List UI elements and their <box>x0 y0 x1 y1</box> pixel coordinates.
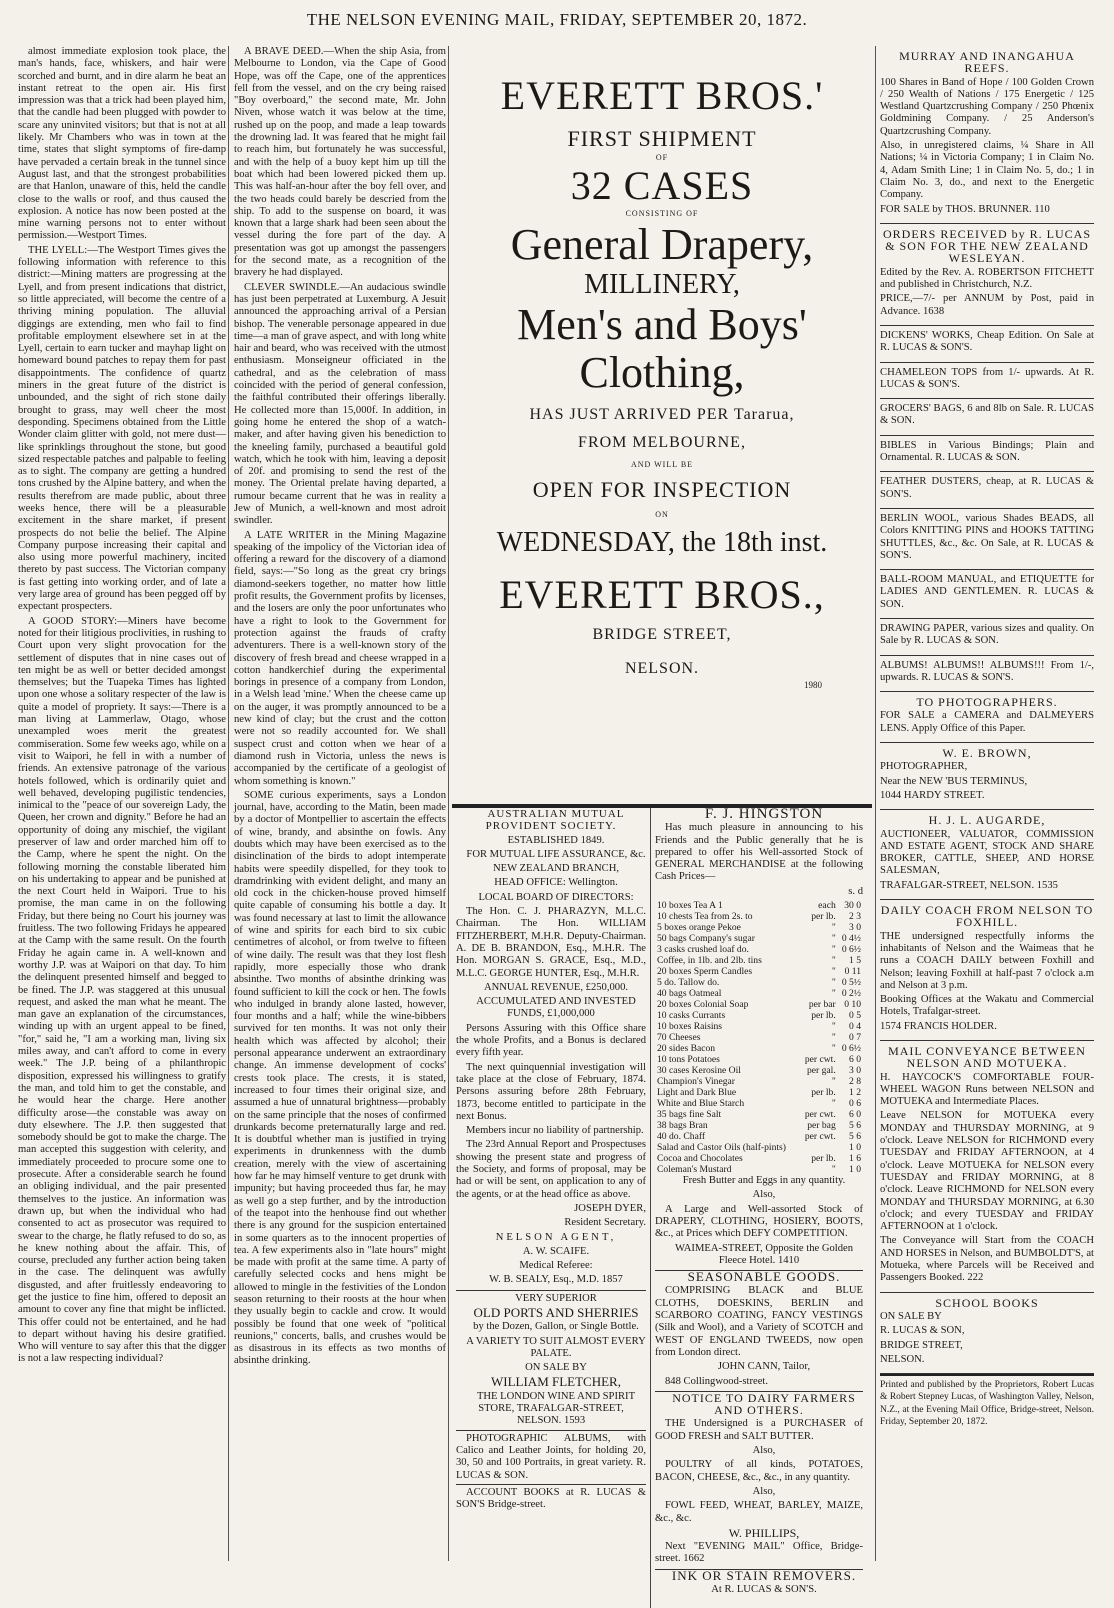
price-unit: per gal. <box>806 1065 836 1077</box>
dairy-phillips: W. PHILLIPS, <box>728 1525 800 1540</box>
amp-referee: Medical Referee: <box>519 1260 593 1272</box>
ad-line: The Conveyance will Start from the COACH AND HORSES in Nelson, and BUMBOLDT'S, at Motueka, where Parcels will be Received and Passengers Booked. 222 <box>880 1235 1094 1284</box>
hingston-header: s. d <box>848 885 863 897</box>
seasonable-body: COMPRISING BLACK and BLUE CLOTHS, DOESKINS, BERLIN and SCARBORO COATING, FANCY VESTINGS (Silk and Wool), and a Variety of SCOTCH and WEST OF ENGLAND TWEEDS, now open from London direct. <box>655 1285 863 1358</box>
amp-established: ESTABLISHED 1849. <box>507 834 605 846</box>
lower-ads <box>452 806 872 1608</box>
account-books-ad: ACCOUNT BOOKS at R. LUCAS & SON'S Bridge-street. <box>456 1484 646 1512</box>
bridge-street: BRIDGE STREET, <box>592 626 732 644</box>
price-row <box>655 922 863 933</box>
price-item: 40 bags Oatmeal <box>657 988 722 1000</box>
column-rule <box>448 46 449 1561</box>
hingston-butter: Fresh Butter and Eggs in any quantity. <box>682 1175 846 1187</box>
ports-superior: VERY SUPERIOR <box>515 1292 597 1304</box>
price-row <box>655 955 863 966</box>
price-item: 35 bags fine Salt <box>657 1109 722 1121</box>
price-value: 3 0 <box>849 922 861 934</box>
amp-agent: NELSON AGENT, <box>495 1231 617 1243</box>
seasonable-cann: JOHN CANN, Tailor, <box>717 1361 811 1373</box>
classified-ad <box>880 1293 1094 1374</box>
price-unit: " <box>831 955 836 967</box>
price-unit: " <box>831 966 836 978</box>
price-item: 10 chests Tea from 2s. to <box>657 911 753 923</box>
dairy-address: Next "EVENING MAIL" Office, Bridge-street. 1662 <box>655 1541 863 1565</box>
price-unit: " <box>831 977 836 989</box>
column-rule <box>228 46 229 1561</box>
mens-and-boys: Men's and Boys' <box>517 299 807 349</box>
ad-heading: BIBLES in Various Bindings; Plain and Ornamental. R. LUCAS & SON. <box>880 439 1094 464</box>
ink-removers-seller: At R. LUCAS & SON'S. <box>711 1583 817 1595</box>
ad-heading: CHAMELEON TOPS from 1/- upwards. At R. LUCAS & SON'S. <box>880 366 1094 390</box>
ad-heading: SCHOOL BOOKS <box>935 1295 1039 1310</box>
hingston-ad <box>651 808 867 1608</box>
price-unit: per cwt. <box>804 1054 836 1066</box>
classified-ad <box>880 46 1094 224</box>
price-value: 0 5 <box>849 1010 861 1022</box>
price-item: 10 boxes Raisins <box>657 1021 723 1033</box>
price-unit: " <box>831 933 836 945</box>
ad-line: 1044 HARDY STREET. <box>880 789 985 801</box>
price-unit: per cwt. <box>804 1131 836 1143</box>
amp-branch: NEW ZEALAND BRANCH, <box>492 863 620 875</box>
price-row <box>655 933 863 944</box>
price-unit: per bar <box>808 999 836 1011</box>
classified-ad <box>880 570 1094 619</box>
price-row <box>655 966 863 977</box>
price-item: 40 do. Chaff <box>657 1131 706 1143</box>
price-item: 3 casks crushed loaf do. <box>657 944 749 956</box>
hingston-price-list <box>655 900 863 1175</box>
ad-line: Leave NELSON for MOTUEKA every MONDAY and THURSDAY MORNING, at 9 o'clock. Leave NELSON for RICHMOND every TUESDAY and FRIDAY AFTERNOON, at 4 o'clock. Leave MOTUEKA for NELSON every TUESDAY and FRIDAY MORNING, at 8 o'clock. Leave RICHMOND for NELSON every MONDAY and THURSDAY MORNING, at 6.30 o'clock; and every TUESDAY and FRIDAY AFTERNOON at 1 o'clock. <box>880 1110 1094 1233</box>
ad-heading: BALL-ROOM MANUAL, and ETIQUETTE for LADIES AND GENTLEMEN. R. LUCAS & SON. <box>880 574 1094 610</box>
price-item: 5 boxes orange Pekoe <box>657 922 741 934</box>
classified-ad <box>880 436 1094 473</box>
price-value: 1 0 <box>849 1164 861 1176</box>
column-2 <box>234 46 446 1556</box>
price-item: Coleman's Mustard <box>657 1164 732 1176</box>
nelson: NELSON. <box>624 660 700 678</box>
amp-secretary: Resident Secretary. <box>564 1217 646 1229</box>
price-value: 30 0 <box>844 900 861 912</box>
price-item: 20 boxes Sperm Candles <box>657 966 753 978</box>
classified-ad <box>880 363 1094 400</box>
price-unit: per lb. <box>811 1087 836 1099</box>
price-value: 5 6 <box>849 1120 861 1132</box>
price-row <box>655 900 863 911</box>
ad-line: AUCTIONEER, VALUATOR, COMMISSION AND ESTATE AGENT, STOCK AND SHARE BROKER, CATTLE, SHEEP, AND HORSE SALESMAN, <box>880 828 1094 877</box>
price-row <box>655 1087 863 1098</box>
price-value: 5 6 <box>849 1131 861 1143</box>
price-row <box>655 977 863 988</box>
amp-liability: Members incur no liability of partnership. <box>466 1125 644 1137</box>
ad-heading: DAILY COACH FROM NELSON TO FOXHILL. <box>880 903 1094 930</box>
price-value: 2 3 <box>849 911 861 923</box>
price-item: Salad and Castor Oils (half-pints) <box>657 1142 786 1154</box>
ad-line: ON SALE BY <box>880 1310 942 1322</box>
price-row <box>655 1065 863 1076</box>
price-unit: per bag <box>807 1120 836 1132</box>
and-will-be: AND WILL BE <box>630 459 694 469</box>
dairy-body: THE Undersigned is a PURCHASER of GOOD FRESH and SALT BUTTER. <box>655 1418 863 1442</box>
price-row <box>655 1076 863 1087</box>
hingston-address: WAIMEA-STREET, Opposite the Golden Fleece Hotel. 1410 <box>674 1242 854 1266</box>
price-unit: " <box>831 1164 836 1176</box>
price-value: 1 5 <box>849 955 861 967</box>
price-row <box>655 1054 863 1065</box>
ad-heading: TO PHOTOGRAPHERS. <box>916 695 1058 710</box>
price-row <box>655 1043 863 1054</box>
price-value: 0 10 <box>844 999 861 1011</box>
ad-line: BRIDGE STREET, <box>880 1339 963 1351</box>
ad-number: 1980 <box>804 680 822 691</box>
price-value: 6 0 <box>849 1109 861 1121</box>
ports-store: THE LONDON WINE AND SPIRIT STORE, TRAFALGAR-STREET, NELSON. 1593 <box>476 1390 636 1427</box>
dairy-title: NOTICE TO DAIRY FARMERS AND OTHERS. <box>672 1390 856 1418</box>
ports-sizes: by the Dozen, Gallon, or Single Bottle. <box>473 1321 639 1333</box>
price-row <box>655 1142 863 1153</box>
ad-line: Near the NEW 'BUS TERMINUS, <box>880 775 1028 787</box>
ad-line: NELSON. <box>880 1353 925 1365</box>
amp-head-office: HEAD OFFICE: Wellington. <box>494 877 618 889</box>
hingston-name: F. J. HINGSTON <box>704 806 824 822</box>
price-row <box>655 1153 863 1164</box>
amp-investigation: The next quinquennial investigation will take place at the close of February, 1874. Persons assuring before 28th February, 1873, become entitled to participate in the next Bonus. <box>456 1061 646 1122</box>
price-item: 20 boxes Colonial Soap <box>657 999 749 1011</box>
amp-board: LOCAL BOARD OF DIRECTORS: <box>478 891 634 903</box>
dairy-also-1: Also, <box>752 1445 776 1457</box>
ad-line: TRAFALGAR-STREET, NELSON. 1535 <box>880 879 1058 891</box>
article-diamond-field: A LATE WRITER in the Mining Magazine speaking of the impolicy of the Victorian idea of offering a reward for the discovery of a diamond field, says:—"So long as the great cry brings diamond-seekers together, no matter how little profit results, the Government profits by licenses, and the losers are only the poor unfortunates who have a right to look to the Government for protection against the frauds of crafty adventurers. There is a well-known story of the discovery of fresh bread and cheese wrapped in a cotton handkerchief during the experimental borings in presence of a company from London, in a Welsh lead 'mine.' When the cheese came up on the auger, it was promptly announced to be a new kind of clay; but the crust and the cotton were not so readily accounted for. We shall suspect crust and cotton when we hear of a diamond rush in Victoria, unless the news is accompanied by the certificate of a geologist of whom something is known." <box>234 529 446 787</box>
dairy-feed: FOWL FEED, WHEAT, BARLEY, MAIZE, &c., &c. <box>655 1500 863 1524</box>
price-value: 0 6 <box>849 1098 861 1110</box>
price-unit: " <box>831 922 836 934</box>
everett-title: EVERETT BROS.' <box>500 73 824 118</box>
amp-mutual: FOR MUTUAL LIFE ASSURANCE, &c. <box>466 848 646 860</box>
ad-heading: ALBUMS! ALBUMS!! ALBUMS!!! From 1/-, upwards. R. LUCAS & SON'S. <box>880 659 1094 683</box>
amp-directors: The Hon. C. J. PHARAZYN, M.L.C. Chairman. The Hon. WILLIAM FITZHERBERT, M.H.R. Deputy-Chairman. A. DE B. BRANDON, Esq., M.H.R. The Hon. MORGAN S. GRACE, Esq., M.D., M.L.C. GEORGE HUNTER, Esq., M.H.R. <box>456 906 646 979</box>
column-rule <box>875 46 876 1561</box>
arrived-per: HAS JUST ARRIVED PER Tararua, <box>529 405 795 423</box>
article-fowls-experiment: SOME curious experiments, says a London journal, have, according to the Matin, been made by a doctor of Montpellier to ascertain the effects of wine, brandy, and absinthe on fowls. Any doubts which may have been exercised as to the disinclination of the birds to adopt intemperate habits were speedily dispelled, for they took to dramdrinking with evident delight, and many an old cock in the chicken-house proved himself quite capable of consuming his bottle a day. It was found necessary at last to limit the allowance of wine and spirits for each bird to six cubic centimetres of alcohol, or from twelve to fifteen of wine daily. The result was that they lost flesh rapidly, more especially those who drank absinthe. Two months of absinthe drinking was found sufficient to kill the cock or hen. The fowls who indulged in brandy alone lasted, however, four months and a half; while the wine-bibbers survived for ten months. It was not only their health which was affected by alcohol; their personal appearance underwent an extraordinary change. An immense development of cocks' crests took place. The crests, it is stated, increased to four times their original size, and assumed a hue of unnatural brightness—probably on the same principle that the noses of confirmed drunkards become preternaturally large and red. It is doubtful whether man is justified in trying experiments in drunkenness with the dumb creation, merely with the view of ascertaining how far he may himself venture to get drunk with impunity; but having proceeded thus far, he may as well go a step further, and by the introduction of the teapot into the henhouse find out whether there is any ground for the suspicion entertained in some quarters as to the innocent properties of tea. A few experiments also in "late hours" might be made with profit at the same time. A party of carefully selected cocks and hens might be allowed to mingle in the festivities of the London season returning to their roosts at the hour when they usually begin to cackle and crow. It would possibly be found that one week of "political reunions," concerts, balls, and crushes would be as disastrous in its effects as two months of absinthe drinking. <box>234 789 446 1367</box>
classified-ad <box>880 656 1094 693</box>
seasonable-title: SEASONABLE GOODS. <box>687 1269 841 1285</box>
price-value: 2 8 <box>849 1076 861 1088</box>
price-value: 0 6½ <box>841 1043 861 1055</box>
price-row <box>655 999 863 1010</box>
price-value: 3 0 <box>849 1065 861 1077</box>
ad-line: PRICE,—7/- per ANNUM by Post, paid in Advance. 1638 <box>880 293 1094 317</box>
clothing: Clothing, <box>579 347 745 397</box>
wednesday-date: WEDNESDAY, the 18th inst. <box>496 527 828 559</box>
ad-line: FOR SALE by THOS. BRUNNER. 110 <box>880 203 1050 215</box>
price-value: 0 6½ <box>841 944 861 956</box>
open-for-inspection: OPEN FOR INSPECTION <box>532 476 792 502</box>
classified-ad <box>880 326 1094 363</box>
first-shipment: FIRST SHIPMENT <box>567 126 757 151</box>
ad-line: Edited by the Rev. A. ROBERTSON FITCHETT and published in Christchurch, N.Z. <box>880 266 1094 291</box>
consisting-label: CONSISTING OF <box>625 209 699 219</box>
price-item: 20 sides Bacon <box>657 1043 716 1055</box>
price-unit: " <box>831 1021 836 1033</box>
ad-heading: DICKENS' WORKS, Cheap Edition. On Sale at R. LUCAS & SON'S. <box>880 329 1094 354</box>
price-unit: " <box>831 1098 836 1110</box>
column-3 <box>452 46 872 1595</box>
ad-heading: MURRAY AND INANGAHUA REEFS. <box>899 49 1075 76</box>
price-value: 1 0 <box>849 1142 861 1154</box>
ad-heading: BERLIN WOOL, various Shades BEADS, all Colors KNITTING PINS and HOOKS TATTING SHUTTLES, &c., &c. On Sale, at R. LUCAS & SON'S. <box>880 512 1094 561</box>
from-melbourne: FROM MELBOURNE, <box>578 433 746 451</box>
cases-heading: 32 CASES <box>570 163 754 209</box>
amp-ad <box>452 808 651 1608</box>
everett-bros-name: EVERETT BROS., <box>499 572 825 618</box>
amp-scaife: A. W. SCAIFE. <box>522 1245 590 1257</box>
dairy-also-2: Also, <box>752 1485 776 1497</box>
price-value: 1 2 <box>849 1087 861 1099</box>
price-row <box>655 988 863 999</box>
article-explosion: almost immediate explosion took place, the man's hands, face, whiskers, and hair were scorched and burnt, and in dire alarm he beat an instant retreat to the open air. His first impression was that a trick had been played him, that the candle had been plugged with powder to scare any uninvited visitors; but that is not at all likely. Mr Chambers who was in town at the time, states that slight symptoms of fire-damp have pervaded a certain break in the tunnel since August last, and that the strongest probabilities are that Hanlon, unaware of this, held the candle close to the walls or roof, and thus caused the explosion. A notice has now been posted at the mine warning persons not to enter without permission.—Westport Times. <box>18 46 226 242</box>
seasonable-address: 848 Collingwood-street. <box>665 1375 768 1387</box>
classified-ad <box>880 900 1094 1041</box>
of-label: OF <box>655 153 669 162</box>
ad-line: THE undersigned respectfully informs the inhabitants of Nelson and the Waimeas that he runs a COACH DAILY between Foxhill and Nelson; leaving Foxhill at half-past 7 o'clock a.m and Nelson at 3 p.m. <box>880 930 1094 991</box>
classified-ad <box>880 743 1094 810</box>
price-row <box>655 1164 863 1175</box>
price-row <box>655 1021 863 1032</box>
price-item: Coffee, in 1lb. and 2lb. tins <box>657 955 762 967</box>
imprint: Printed and published by the Proprietors, Robert Lucas & Robert Stepney Lucas, of Washington Valley, Nelson, N.Z., at the Evening Mail Office, Bridge-street, Nelson. Friday, September 20, 1872. <box>880 1374 1094 1428</box>
amp-sealy: W. B. SEALY, Esq., M.D. 1857 <box>489 1274 623 1286</box>
photo-albums-ad: PHOTOGRAPHIC ALBUMS, with Calico and Leather Joints, for holding 20, 30, 50 and 100 Portraits, in great variety. R. LUCAS & SON. <box>456 1430 646 1482</box>
amp-profits: Persons Assuring with this Office share the whole Profits, and a Bonus is declared every fifth year. <box>456 1022 646 1059</box>
ad-line: 1574 FRANCIS HOLDER. <box>880 1020 997 1032</box>
price-row <box>655 1010 863 1021</box>
ad-heading: ORDERS RECEIVED by R. LUCAS & SON FOR THE NEW ZEALAND WESLEYAN. <box>882 226 1091 266</box>
price-unit: each <box>818 900 836 912</box>
price-item: 10 tons Potatoes <box>657 1054 720 1066</box>
ad-line: FOR SALE a CAMERA and DALMEYERS LENS. Apply Office of this Paper. <box>880 710 1094 734</box>
amp-report: The 23rd Annual Report and Prospectuses showing the present state and progress of the Society, and forms of proposal, may be had or will be sent, on application to any of the agents, or at the head office as above. <box>456 1139 646 1200</box>
ink-removers-title: INK OR STAIN REMOVERS. <box>671 1567 857 1583</box>
ad-heading: DRAWING PAPER, various sizes and quality. On Sale by R. LUCAS & SON. <box>880 622 1094 647</box>
amp-revenue: ANNUAL REVENUE, £250,000. <box>483 981 629 993</box>
price-row <box>655 1131 863 1142</box>
price-unit: per cwt. <box>804 1109 836 1121</box>
price-item: Champion's Vinegar <box>657 1076 735 1088</box>
price-item: 10 boxes Tea A 1 <box>657 900 723 912</box>
ports-variety: A VARIETY TO SUIT ALMOST EVERY PALATE. <box>466 1335 646 1359</box>
classified-ad <box>880 692 1094 743</box>
price-row <box>655 911 863 922</box>
price-row <box>655 1109 863 1120</box>
ad-heading: MAIL CONVEYANCE BETWEEN NELSON AND MOTUEKA. <box>888 1044 1086 1071</box>
on-label: ON <box>655 509 669 519</box>
ad-heading: W. E. BROWN, <box>942 746 1032 761</box>
price-value: 0 11 <box>844 966 861 978</box>
dairy-poultry: POULTRY of all kinds, POTATOES, BACON, CHEESE, &c., &c., in any quantity. <box>655 1459 863 1483</box>
ad-line: R. LUCAS & SON, <box>880 1325 965 1337</box>
price-unit: " <box>831 988 836 1000</box>
price-value: 6 0 <box>849 1054 861 1066</box>
classified-ad <box>880 472 1094 509</box>
price-value: 1 6 <box>849 1153 861 1165</box>
ad-line: Also, in unregistered claims, ¼ Share in All Nations; ¼ in Victoria Company; 1 in Claim No. 4, Adam Smith Line; 1 in Claim No. 5, do.; 1 in Claim No. 3, do., and next to the Energetic Company. <box>880 140 1094 201</box>
price-item: White and Blue Starch <box>657 1098 745 1110</box>
article-brave-deed: A BRAVE DEED.—When the ship Asia, from Melbourne to London, via the Cape of Good Hope, was off the Cape, one of the apprentices fell from the vessel, and on the cry being raised "Boy overboard," the second mate, Mr. John Niven, whose watch it was below at the time, rushed up on the poop, and made a leap towards the drowning lad. It was feared that he might fail to reach him, but fortunately he was successful, and with the help of a buoy kept him up till the boat which had been lowered picked them up. This was half-an-hour after the boy fell over, and the two heads could barely be descried from the ship. To add to the suspense on board, it was known that a large shark had been seen about the vessel during the fore part of the day. A presentation was got up amongst the passengers for the second mate, as a recognition of the bravery he had displayed. <box>234 46 446 279</box>
price-unit: " <box>831 1043 836 1055</box>
hingston-also: Also, <box>752 1189 776 1201</box>
price-unit: per lb. <box>811 911 836 923</box>
price-row <box>655 1120 863 1131</box>
amp-dyer: JOSEPH DYER, <box>574 1202 646 1214</box>
price-item: Cocoa and Chocolates <box>657 1153 743 1165</box>
ad-line: PHOTOGRAPHER, <box>880 761 968 773</box>
ad-line: 100 Shares in Band of Hope / 100 Golden Crown / 250 Wealth of Nations / 175 Energetic / 125 Westland Quartzcrushing Company / 250 Phœnix Goldmining Company. / 25 Anderson's Quartzcrushing Company. <box>880 76 1094 137</box>
price-unit: per lb. <box>811 1010 836 1022</box>
price-unit: " <box>831 944 836 956</box>
amp-funds: ACCUMULATED AND INVESTED FUNDS, £1,000,000 <box>476 996 636 1020</box>
classified-ad <box>880 619 1094 656</box>
article-clever-swindle: CLEVER SWINDLE.—An audacious swindle has just been perpetrated at Luxemburg. A Jesuit announced the approaching arrival of a Persian bishop. The venerable personage appeared in due time—a man of grave aspect, and with long white hair and beard, who was received with the utmost enthusiasm. Monseigneur officiated in the cathedral, and as the celebration of mass coincided with the period of general confession, the faithful contributed their offerings liberally. He collected more than 15,000f. In addition, in going home he entered the shop of a watch-maker, and after having given his benediction to the kneeling family, purchased a beautiful gold watch, which he took with him, leaving a deposit of 20f. and promising to send the rest of the money. The Oriental prelate having departed, a rumour became current that he was in reality a Jew of Munich, a well-known and most adroit swindler. <box>234 281 446 527</box>
price-item: 5 do. Tallow do. <box>657 977 720 989</box>
price-value: 0 4 <box>849 1021 861 1033</box>
ad-line: H. HAYCOCK'S COMFORTABLE FOUR-WHEEL WAGON Runs between NELSON and MOTUEKA and Intermediate Places. <box>880 1071 1094 1108</box>
article-lyell: THE LYELL:—The Westport Times gives the following information with reference to this district:—Mining matters are progressing at the Lyell, and from present indications that district, so little appreciated, will become the centre of a thriving mining population. The alluvial diggings are extending, men who fail to find profitable employment elsewhere set in at the Lyell, certain to earn tucker and mayhap light on homeward bound patches to repay them for past disappointments. The confidence of quartz miners in the great future of the district is unbounded, and the sight of rich stone daily brought to grass, may well cheer the most desponding. Specimens obtained from the Little Wonder claim glitter with gold, not mere dust—like sprinklings throughout the stone, but good sized respectable patches and palpable to feeling as to sight. The company are getting a hundred tons crushed by the Alpine battery, and when the results therefrom are made public, about three weeks hence, there will be a pleasurable excitement in the share market, if present prospects do not belie the belief. The Alpine Company purpose increasing their capital and also using more powerful machinery, incited thereto by past success. The Victorian company is fast getting into working order, and of late a very large area of ground has been pegged off by expectant prospecters. <box>18 244 226 613</box>
classified-ad <box>880 810 1094 900</box>
column-4 <box>880 46 1094 1561</box>
classified-ad <box>880 224 1094 326</box>
price-item: 50 bags Company's sugar <box>657 933 755 945</box>
price-item: 30 cases Kerosine Oil <box>657 1065 741 1077</box>
price-value: 0 4½ <box>841 933 861 945</box>
ports-fletcher: WILLIAM FLETCHER, <box>491 1374 621 1390</box>
price-value: 0 7 <box>849 1032 861 1044</box>
classified-ad <box>880 399 1094 436</box>
ad-heading: GROCERS' BAGS, 6 and 8lb on Sale. R. LUCAS & SON. <box>880 403 1094 427</box>
ad-heading: FEATHER DUSTERS, cheap, at R. LUCAS & SON'S. <box>880 476 1094 500</box>
ports-on-sale: ON SALE BY <box>525 1362 587 1374</box>
price-item: Light and Dark Blue <box>657 1087 737 1099</box>
ports-title: OLD PORTS AND SHERRIES <box>473 1304 639 1320</box>
millinery: MILLINERY, <box>584 268 740 300</box>
general-drapery: General Drapery, <box>510 219 814 269</box>
ad-line: Booking Offices at the Wakatu and Commercial Hotels, Trafalgar-street. <box>880 994 1094 1018</box>
classified-ad <box>880 1041 1094 1293</box>
everett-advertisement <box>452 46 872 806</box>
price-unit <box>800 1142 838 1153</box>
classified-ad <box>880 509 1094 570</box>
hingston-stock: A Large and Well-assorted Stock of DRAPERY, CLOTHING, HOSIERY, BOOTS, &c., at Prices which DEFY COMPETITION. <box>655 1203 863 1240</box>
price-row <box>655 1032 863 1043</box>
price-unit: " <box>831 1032 836 1044</box>
price-row <box>655 1098 863 1109</box>
price-value: 0 5½ <box>841 977 861 989</box>
amp-title: AUSTRALIAN MUTUAL PROVIDENT SOCIETY. <box>485 808 625 833</box>
hingston-intro: Has much pleasure in announcing to his Friends and the Public generally that he is prepared to offer his Well-assorted Stock of GENERAL MERCHANDISE at the following Cash Prices— <box>655 822 863 883</box>
price-row <box>655 944 863 955</box>
masthead: THE NELSON EVENING MAIL, FRIDAY, SEPTEMBER 20, 1872. <box>306 10 808 29</box>
price-item: 10 casks Currants <box>657 1010 726 1022</box>
price-value: 0 2½ <box>841 988 861 1000</box>
ad-heading: H. J. L. AUGARDE, <box>928 813 1046 828</box>
price-unit: " <box>831 1076 836 1088</box>
article-good-story: A GOOD STORY:—Miners have become noted for their litigious proclivities, in rushing to Court upon very slight provocation for the settlement of disputes that in nine cases out of ten might be as well or better decided amongst themselves; but the Tuapeka Times has lighted upon one whose a solitary respecter of the law is quite a model of propriety. It says:—There is a man living at Lammerlaw, Otago, whose unexampled woes merit the greatest commiseration. Some few weeks ago, while on a visit to Waipori, he fell in with a number of friends. An extensive patronage of the various hotels followed, which is ordinarily quiet and well behaved, developing pugilistic tendencies, inimical to the "peace of our sovereign Lady, the Queen, her crown and dignity." Before he had an opportunity of doing any mischief, the vigilant preserver of law and order marched him off to the Camp, where he spent the night. On the following morning the constable liberated him on his undertaking to appear and be punished at the next Court held in Waipori. True to his promise, the man came in on the following Friday, but there being no Court his journey was fruitless. The two following Fridays he appeared at the Camp with the same result. On the fourth Friday he again came in. A well-known and worthy J.P. was at Waipori on that day. To him the delinquent presented himself and begged to be fined. The J.P. was staggered at this unusual request, and asked the man what he meant. The man gave an explanation of the circumstances, winding up with an urgent appeal to be fined, "for," said he, "I am a working man, living six miles away, and can't afford to come in every week." The J.P. being of a philanthropic disposition, expressed his willingness to gratify the man, and told him to get the constable, and he would hear the charge. Here another difficulty arose—the constable was away on duty elsewhere. The J.P. then suggested that somebody should be got to make the charge. The man accepted this suggestion with celerity, and immediately proceeded to procure some one to prosecute. After a considerable search he found an obliging individual, and the pair presented themselves to the justice. An information was drawn up, but when the individual who had consented to act as prosecutor was required to swear to the charge, he flatly refused to do so, as he knew nothing about the affair. This, of course, precluded any further action being taken in the case. The delinquent was awfully disgusted, and after fruitlessly endeavoring to get the justice to fine him, offered to deposit an amount to cover any fine that might be inflicted. This offer could not be entertained, and he had to depart without having his desire gratified. Who will venture to say after this that the digger is not a law respecting individual? <box>18 615 226 1365</box>
price-unit: per lb. <box>811 1153 836 1165</box>
column-1 <box>18 46 226 1556</box>
price-item: 38 bags Bran <box>657 1120 708 1132</box>
price-item: 70 Cheeses <box>657 1032 701 1044</box>
